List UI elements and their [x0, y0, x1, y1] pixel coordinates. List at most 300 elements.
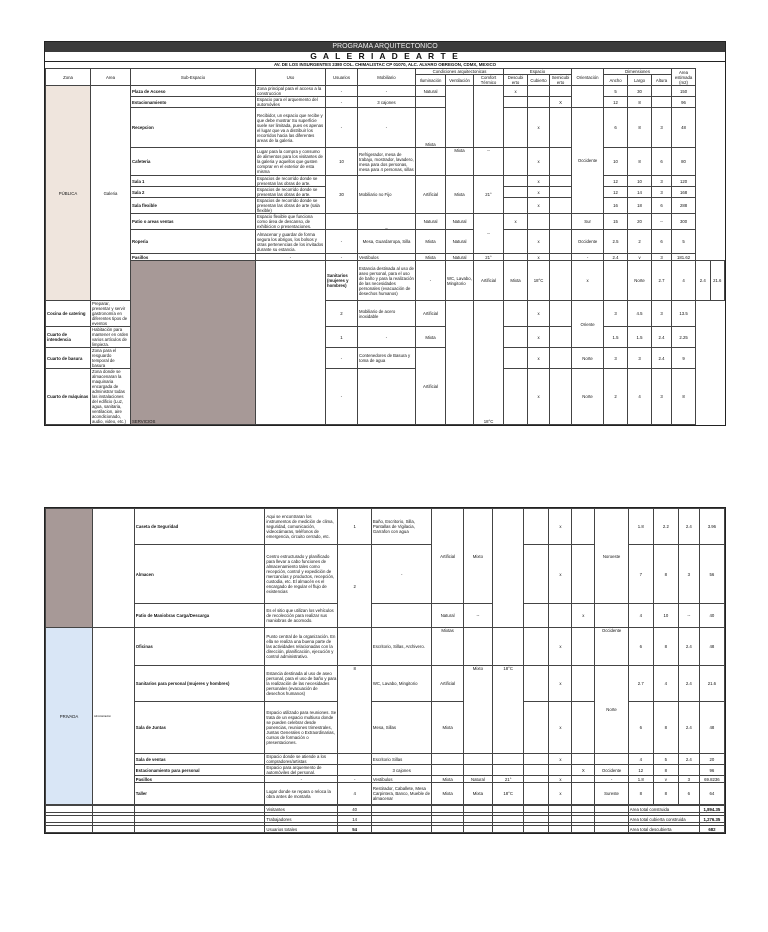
confort-cell [474, 86, 504, 148]
descubierto-cell [524, 509, 549, 545]
semicubierto-cell [550, 148, 572, 176]
semicubierto-patio-maniobras: x [572, 604, 595, 628]
subespacio-caseta: Caseta de Seguridad [134, 509, 265, 545]
ancho-plaza: 5 [604, 86, 628, 97]
largo-basura: 3 [628, 348, 652, 369]
uso-intendencia: Habitación para mantener en orden varios artículos de limpieza. [91, 327, 131, 348]
altura-taller: 6 [678, 783, 699, 805]
subespacio-basura: Cuarto de basura [46, 348, 91, 369]
area-caseta: 3.96 [699, 509, 724, 545]
orientacion-intendencia: Oriente [572, 301, 604, 348]
header-confort: Comfort Térmico [474, 75, 504, 86]
usuarios-taller: 4 [338, 783, 371, 805]
subespacio-sala-1: Sala 1 [131, 176, 256, 187]
totals-table [45, 805, 725, 833]
subespacio-taller: Taller [134, 783, 265, 805]
area-sala-2: 168 [672, 187, 696, 198]
descubierto-cell [504, 254, 528, 261]
ventilacion-salas: Mixta [446, 176, 474, 214]
usuarios-recepcion: - [326, 108, 358, 148]
usuarios-sanitarios: - [416, 261, 446, 301]
cubierto-cell [528, 97, 550, 108]
iluminacion-almacen: Artificial [432, 509, 463, 604]
uso-cafeteria: Lugar para la compra y consumo de alimentos para los visitantes de la galeria y aquellos que gusten comprar en el exterior de esta misma [256, 148, 326, 176]
gallery-subtitle: G A L E R I A D E A R T E [45, 52, 725, 62]
subespacio-intendencia: Cuarto de intendencia [46, 327, 91, 348]
area-sala-ventas: 20 [699, 754, 724, 765]
area-cocina: 13.5 [672, 301, 696, 327]
uso-sanitarios: Estancia destinada al uso de aseo personal, para el uso de baño y para la realización de las necesidades personales (evacuación de desechos humanos) [358, 261, 416, 301]
descubierto-cell [504, 148, 528, 176]
semicubierto-cell [572, 754, 595, 765]
cubierto-intendencia: x [528, 327, 550, 348]
ventilacion-almacen: Mixto [463, 509, 492, 604]
area-descubierta-label: Area total descubierta [628, 826, 699, 833]
cubierto-sala-2: x [528, 187, 550, 198]
orientacion-basura: Norte [572, 348, 604, 369]
area-cubierta-value: 1,276.35 [699, 816, 724, 823]
usuarios-cell [326, 214, 358, 230]
uso-patio-maniobras: Es el sitio que utilizan los vehículos de recolección para realizar sus maniobras de acomodo. [265, 604, 338, 628]
area-cell [93, 509, 135, 628]
ancho-roperia: 2.5 [604, 230, 628, 254]
cubierto-roperia: x [528, 230, 550, 254]
ancho-sala-1: 12 [604, 176, 628, 187]
iluminacion-maquinas: Artificial [416, 348, 446, 425]
subespacio-roperia: Roperia [131, 230, 256, 254]
orientacion-pasillos: - [572, 254, 604, 261]
orientacion-cell [595, 754, 628, 765]
altura-patio-maniobras: -- [678, 604, 699, 628]
cubierto-pasillos: x [528, 254, 550, 261]
ancho-cocina: 3 [604, 301, 628, 327]
descubierto-cell [504, 97, 528, 108]
header-subespacio: Sub-Espacio [131, 69, 256, 86]
iluminacion-salas: Artificial [416, 176, 446, 214]
mobiliario-salas: Mobiliario no Fijo [358, 176, 416, 214]
uso-roperia: Almacenar y guardar de forma segura los abrigos, los bolsos y otras pertenencias de los invitados durante su estancia. [256, 230, 326, 254]
mobiliario-cell [358, 369, 416, 425]
descubierto-plaza: x [504, 86, 528, 97]
iluminacion-taller: Mixta [432, 783, 463, 805]
cubierto-cell [549, 604, 572, 628]
subespacio-maquinas: Cuarto de máquinas [46, 369, 91, 425]
largo-plaza: 30 [628, 86, 652, 97]
ventilacion-roperia: Natural [446, 230, 474, 254]
subespacio-sala-juntas: Sala de Juntas [134, 702, 265, 754]
semicubierto-cell [572, 783, 595, 805]
altura-basura: 2.4 [652, 348, 672, 369]
header-semicubierto: Semicubi erto [550, 75, 572, 86]
visitantes-count: 40 [338, 806, 371, 813]
subespacio-patio: Patio o areas ventas [131, 214, 256, 230]
ventilacion-sanitarios: Mixta [504, 261, 528, 301]
program-sheet-1 [44, 41, 726, 426]
usuarios-totales-count: 54 [338, 826, 371, 833]
area-sanitarios-personal: 21.6 [699, 666, 724, 702]
iluminacion-cocina: Artificial [416, 301, 446, 327]
ventilacion-cell [463, 754, 492, 765]
cubierto-sala-ventas: x [549, 754, 572, 765]
trabajadores-label: Trabajadores [265, 816, 338, 823]
altura-sala-1: 3 [652, 176, 672, 187]
subespacio-plaza: Plaza de Acceso [131, 86, 256, 97]
altura-roperia: 6 [652, 230, 672, 254]
usuarios-intendencia: 1 [326, 327, 358, 348]
area-construida-label: Area total construida [628, 806, 699, 813]
ancho-pasillos: 2.4 [604, 254, 628, 261]
semicubierto-estacionamiento-personal: X [572, 765, 595, 776]
semicubierto-cell [550, 176, 572, 187]
usuarios-pasillos-privada: - [338, 776, 371, 783]
subespacio-recepcion: Recepcion [131, 108, 256, 148]
ventilacion-taller: Mixta [463, 783, 492, 805]
largo-patio-maniobras: 10 [653, 604, 678, 628]
uso-estacionamiento-personal: Espacio para arquemento de automóviles del personal. [265, 765, 338, 776]
cubierto-oficinas: x [549, 628, 572, 666]
orientacion-pasillos-privada: - [595, 776, 628, 783]
confort-patio: -- [474, 214, 504, 254]
largo-almacen: 8 [653, 545, 678, 604]
iluminacion-sala-juntas: Mixta [432, 702, 463, 754]
largo-roperia: 2 [628, 230, 652, 254]
iluminacion-cell [432, 754, 463, 765]
semicubierto-cell [550, 187, 572, 198]
confort-taller: 18°C [493, 783, 524, 805]
largo-estacionamiento-personal: 8 [653, 765, 678, 776]
largo-patio: 20 [628, 214, 652, 230]
zone-privada: PRIVADA [46, 628, 93, 805]
mobiliario-oficinas: Escritorio, Sillas, Archivero. [371, 628, 432, 666]
iluminacion-recepcion: Mixta [416, 108, 446, 148]
iluminacion-sanitarios: Artificial [474, 261, 504, 301]
header-mobiliario: Mobiliario [358, 69, 416, 86]
ancho-sala-ventas: 4 [628, 754, 653, 765]
mobiliario-cafeteria: Refrigerador, mesa de trabajo, mostrador, lavadero, mesa para dos personas, mesa para 4 personas, sillas [358, 148, 416, 176]
cubierto-sala-juntas: x [549, 702, 572, 754]
area-pasillos-privada: 69.8236 [699, 776, 724, 783]
subespacio-pasillos: Pasillos [131, 254, 256, 261]
iluminacion-sanitarios-personal: Artificial [432, 666, 463, 702]
usuarios-basura: - [326, 348, 358, 369]
mobiliario-cocina: Mobiliario de acero inoxidable [358, 301, 416, 327]
area-estacionamiento-personal: 96 [699, 765, 724, 776]
uso-sanitarios-personal: Estancia destinada al uso de aseo personal, para el uso de baño y para la realización de las necesidades personales (evacuación de desechos humanos) [265, 666, 338, 702]
uso-sala-flexible: Espacios de recorrido donde se presentan las obras de arte (sala flexible) [256, 198, 326, 214]
ancho-maquinas: 2 [604, 369, 628, 425]
uso-sala-2: Espacios de recorrido donde se presentan las obras de arte. [256, 187, 326, 198]
descubierto-cell [504, 327, 528, 348]
mobiliario-sala-juntas: Mesa, Sillas [371, 702, 432, 754]
ancho-sala-juntas: 6 [628, 702, 653, 754]
area-roperia: 5 [672, 230, 696, 254]
ventilacion-patio-maniobras: -- [463, 604, 492, 628]
iluminacion-roperia: Mixta [416, 230, 446, 254]
area-patio-maniobras: 40 [699, 604, 724, 628]
uso-pasillos: - [256, 254, 326, 261]
orientacion-cell [595, 604, 628, 628]
orientacion-estacionamiento-personal: Occidente [595, 765, 628, 776]
cubierto-pasillos-privada: x [549, 776, 572, 783]
mobiliario-almacen: - [371, 545, 432, 604]
descubierto-cell [524, 666, 549, 702]
iluminacion-pasillos-privada: Mixta [432, 776, 463, 783]
cubierto-caseta: x [549, 509, 572, 545]
semicubierto-cell [572, 776, 595, 783]
descubierto-cell [504, 369, 528, 425]
header-dimensiones: Dimensiones [604, 69, 672, 75]
cubierto-maquinas: x [528, 369, 550, 425]
confort-cell [493, 509, 524, 628]
descubierto-cell [504, 108, 528, 148]
largo-sala-2: 14 [628, 187, 652, 198]
altura-oficinas: 2.4 [678, 628, 699, 666]
uso-basura: Zona para el resguardo temporal de basura [91, 348, 131, 369]
uso-estacionamiento: Espacio para el arquemento del automóviles [256, 97, 326, 108]
ventilacion-cell [463, 765, 492, 776]
program-table-1 [45, 68, 725, 425]
mobiliario-taller: Restirador, Caballete, Mesa Carpintera, Banco, Mueble de almacenar [371, 783, 432, 805]
cubierto-sanitarios-personal: x [549, 666, 572, 702]
cubierto-cell [528, 86, 550, 97]
area-intendencia: 2.25 [672, 327, 696, 348]
mobiliario-estacionamiento: 3 cajones [358, 97, 416, 108]
confort-recepcion: -- [474, 148, 504, 176]
area-recepcion: 48 [672, 108, 696, 148]
uso-caseta: Aqui se encontraran los instrumentos de medición de clima, seguridad, comunicación, videocámaras, teléfonos de emergencia, circuito cerrado, etc. [265, 509, 338, 545]
mobiliario-roperia: Mesa, Guardarropa, Silla [358, 230, 416, 254]
descubierto-cell [524, 604, 549, 628]
descubierto-cell [524, 702, 549, 754]
visitantes-label: Visitantes [265, 806, 338, 813]
subespacio-cocina: Cocina de catering [46, 301, 91, 327]
largo-recepcion: 8 [628, 108, 652, 148]
ventilacion-patio: Natural [446, 214, 474, 230]
area-cell [256, 261, 326, 425]
uso-sala-juntas: Espacio utilizado para reuniones. Se trata de un espacio multiuso donde se pueden celebrar desde ponencias, reuniones trimestrales, Juntas Generales o Extraordinarias, cursos de formación o presentaciones. [265, 702, 338, 754]
largo-intendencia: 1.5 [628, 327, 652, 348]
largo-pasillos-privada: v [653, 776, 678, 783]
altura-pasillos-privada: 3 [678, 776, 699, 783]
ancho-cafeteria: 10 [604, 148, 628, 176]
ventilacion-cell [446, 301, 474, 425]
mobiliario-pasillos: Vestibulos [358, 254, 416, 261]
subespacio-oficinas: Oficinas [134, 628, 265, 666]
subespacio-estacionamiento: Estacionamiento [131, 97, 256, 108]
area-cubierta-label: Area total cubierta construida [628, 816, 699, 823]
descubierto-cell [524, 776, 549, 783]
uso-maquinas: Zona donde se almacenaran la maquinaria encargada de administrar todas las instalaciones del edificio (Luz, agua, sanitaria, ventilacion, aire acondicionado, audio, video, etc.) [91, 369, 131, 425]
ancho-sanitarios: 2.7 [652, 261, 672, 301]
uso-almacen: Centro estructurado y planificado para llevar a cabo funciones de almacenamiento tales como recepción, control y expedición de mercancías y productos, recepción, custodia, etc. El almacén es el encargado de regular el flujo de existencias [265, 545, 338, 604]
area-pasillos: 181.62 [672, 254, 696, 261]
ancho-basura: 3 [604, 348, 628, 369]
semicubierto-estacionamiento: X [550, 97, 572, 108]
orientacion-cafeteria: Occidente [572, 108, 604, 214]
descubierto-cell [524, 765, 549, 776]
cubierto-recepcion: x [528, 108, 550, 148]
largo-cocina: 4.5 [628, 301, 652, 327]
mobiliario-basura: Contenedores de Basura y toma de agua [358, 348, 416, 369]
ancho-intendencia: 1.5 [604, 327, 628, 348]
orientacion-patio: Sur [572, 214, 604, 230]
altura-maquinas: 3 [652, 369, 672, 425]
largo-maquinas: 4 [628, 369, 652, 425]
usuarios-plaza: - [326, 86, 358, 97]
descubierto-cell [524, 754, 549, 765]
mobiliario-pasillos-privada: Vestibulos [371, 776, 432, 783]
mobiliario-intendencia: - [358, 327, 416, 348]
usuarios-cafeteria: 10 [326, 148, 358, 176]
altura-sala-ventas: 2.4 [678, 754, 699, 765]
zone-servicios-continued [46, 509, 93, 628]
largo-oficinas: 8 [653, 628, 678, 666]
confort-pasillos-privada: 21° [493, 776, 524, 783]
largo-estacionamiento: 8 [628, 97, 652, 108]
altura-sala-flexible: 6 [652, 198, 672, 214]
program-table-2 [45, 508, 725, 805]
confort-cell [493, 754, 524, 765]
header-altura: Altura [652, 75, 672, 86]
cubierto-sala-flexible: x [528, 198, 550, 214]
confort-salas: 21° [474, 176, 504, 214]
descubierto-cell [550, 261, 572, 301]
altura-patio: -- [652, 214, 672, 230]
header-largo: Largo [628, 75, 652, 86]
altura-sala-juntas: 2.4 [678, 702, 699, 754]
area-oficinas: 48 [699, 628, 724, 666]
iluminacion-cell [432, 765, 463, 776]
header-orientacion: Orientación [572, 69, 604, 86]
orientacion-sanitarios: Norte [628, 261, 652, 301]
largo-sala-flexible: 18 [628, 198, 652, 214]
altura-cocina: 3 [652, 301, 672, 327]
iluminacion-pasillos: Mixta [416, 254, 446, 261]
descubierto-cell [504, 176, 528, 187]
cubierto-sanitarios: x [572, 261, 604, 301]
area-descubierta-value: 682 [699, 826, 724, 833]
header-zona: Zona [46, 69, 91, 86]
usuarios-cell [338, 628, 371, 666]
semicubierto-cell [550, 254, 572, 261]
header-condiciones: Condiciones arquitectonicas [416, 69, 504, 75]
usuarios-totales-label: Usuarios totales [265, 826, 338, 833]
area-sanitarios: 21.6 [710, 261, 724, 301]
mobiliario-patio: _ [358, 214, 416, 230]
semicubierto-cell [550, 214, 572, 230]
area-plaza: 150 [672, 86, 696, 97]
altura-sanitarios: 2.4 [696, 261, 710, 301]
iluminacion-intendencia: Mixta [416, 327, 446, 348]
cubierto-almacen: x [549, 545, 572, 604]
usuarios-salas: 30 [326, 176, 358, 214]
semicubierto-cell [550, 108, 572, 148]
largo-sanitarios-personal: 4 [653, 666, 678, 702]
subespacio-sala-2: Sala 2 [131, 187, 256, 198]
altura-almacen: 3 [678, 545, 699, 604]
confort-cell [493, 765, 524, 776]
uso-patio: Espacio flexible que funciona como área de descanso, de exhibicion o presentaciones. [256, 214, 326, 230]
ventilacion-pasillos: Natural [446, 254, 474, 261]
area-cafeteria: 80 [672, 148, 696, 176]
usuarios-estacionamiento: - [326, 97, 358, 108]
cubierto-sala-1: x [528, 176, 550, 187]
cubierto-taller: x [549, 783, 572, 805]
altura-recepcion: 3 [652, 108, 672, 148]
ventilacion-administracion: Mixto [463, 666, 492, 754]
subespacio-pasillos-privada: Pasillos [134, 776, 265, 783]
mobiliario-estacionamiento-personal: 3 cajones [371, 765, 432, 776]
trabajadores-count: 14 [338, 816, 371, 823]
uso-cocina: Preparar, presentar y servir gastronomía en diferentes tipos de eventos [91, 301, 131, 327]
usuarios-roperia: - [326, 230, 358, 254]
largo-sala-ventas: 5 [653, 754, 678, 765]
semicubierto-cell [550, 348, 572, 369]
semicubierto-cell [550, 198, 572, 214]
semicubierto-cell [572, 702, 595, 754]
largo-sala-juntas: 8 [653, 702, 678, 754]
ventilacion-cell [446, 86, 474, 148]
uso-pasillos-privada: - [265, 776, 338, 783]
uso-sala-ventas: Espacio donde se atiende a los compradores/artistas [265, 754, 338, 765]
uso-recepcion: Recibidor, un espacio que recibe y que debe mostrar Su superficie suele ser limitada, pues es apenas el lugar que va a distribuir los recorridos hacia las diferentes areas de la galeria. [256, 108, 326, 148]
largo-sanitarios: 4 [672, 261, 696, 301]
header-espacio: Espacio [504, 69, 572, 75]
orientacion-almacen: Noroeste [595, 509, 628, 604]
altura-cell [652, 86, 672, 97]
header-area: Area [91, 69, 131, 86]
usuarios-cell [338, 765, 371, 776]
header-descubierto: Descubi erto [504, 75, 528, 86]
confort-cell [493, 628, 524, 666]
ancho-taller: 8 [628, 783, 653, 805]
orientacion-taller: Sureste [595, 783, 628, 805]
usuarios-maquinas: - [326, 369, 358, 425]
semicubierto-cell [572, 666, 595, 702]
area-taller: 64 [699, 783, 724, 805]
ventilacion-recepcion: Mixta [446, 148, 474, 176]
altura-sala-2: 3 [652, 187, 672, 198]
ancho-patio-maniobras: 4 [628, 604, 653, 628]
usuarios-cell [338, 754, 371, 765]
ancho-patio: 15 [604, 214, 628, 230]
subespacio-patio-maniobras: Patio de Maniobras Carga/Descarga [134, 604, 265, 628]
semicubierto-cell [550, 86, 572, 97]
mobiliario-sanitarios-personal: WC, Lavabo, Mingitorio [371, 666, 432, 702]
usuarios-almacen: 2 [338, 545, 371, 628]
header-ancho: Ancho [604, 75, 628, 86]
semicubierto-cell [604, 261, 628, 301]
zone-publica: PÚBLICA [46, 86, 91, 301]
ancho-pasillos-privada: 1.8 [628, 776, 653, 783]
mobiliario-recepcion: - [358, 108, 416, 148]
altura-sanitarios-personal: 2.4 [678, 666, 699, 702]
program-title: PROGRAMA ARQUITECTONICO [45, 42, 725, 52]
address-line: AV. DE LOS INSURGENTES 2380 COL. CHIMALISTAC CP 01070, ALC. ALVARO OBREGON, CDMX, MEXICO [273, 62, 497, 67]
semicubierto-cell [550, 301, 572, 327]
uso-taller: Lugar donde se repara o reloca la obra antes de montarla [265, 783, 338, 805]
ancho-recepcion: 6 [604, 108, 628, 148]
ancho-estacionamiento-personal: 12 [628, 765, 653, 776]
subespacio-sala-ventas: Sala de ventas [134, 754, 265, 765]
iluminacion-patio: Natural [416, 214, 446, 230]
mobiliario-sanitarios: WC, Lavabo, Mingitorio [446, 261, 474, 301]
mobiliario-sala-ventas: Escritorio Sillas [371, 754, 432, 765]
descubierto-cell [504, 348, 528, 369]
subespacio-sanitarios-personal: Sanitarios para personal (mujeres y hombres) [134, 666, 265, 702]
confort-administracion: 18°C [493, 666, 524, 754]
ancho-sala-flexible: 16 [604, 198, 628, 214]
